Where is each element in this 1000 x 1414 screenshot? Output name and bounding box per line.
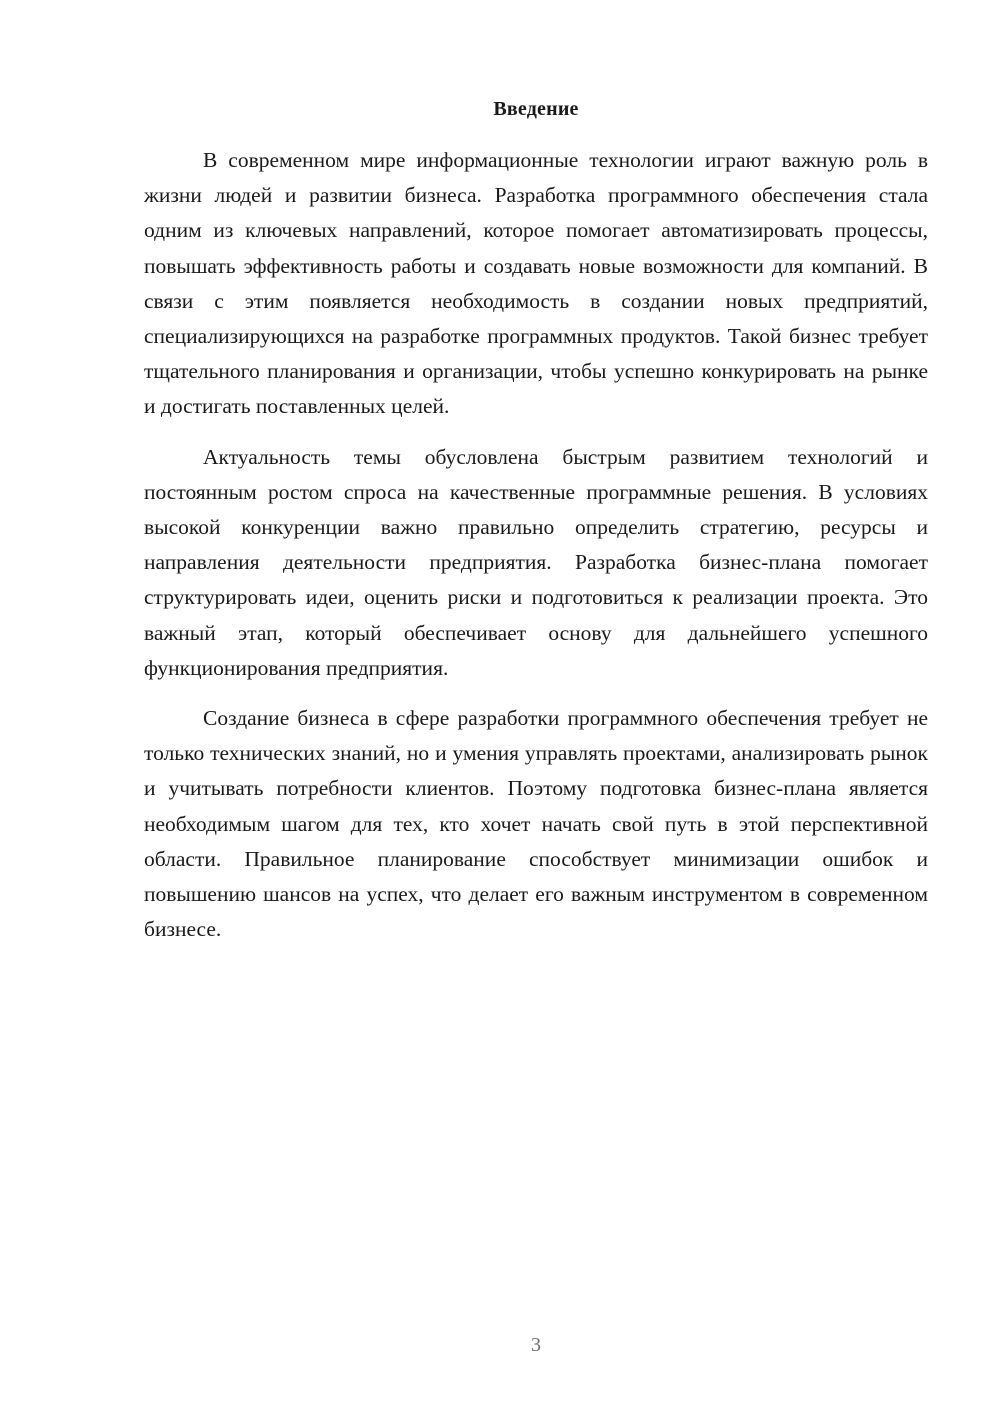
paragraph-1: В современном мире информационные технологии играют важную роль в жизни людей и развитии бизнеса. Разработка программного обеспечения стала одним из ключевых направлений, которое помогает автоматизировать процессы, повышать эффективность работы и создавать новые возможности для компаний. В связи с этим появляется необходимость в создании новых предприятий, специализирующихся на разработке программных продуктов. Такой бизнес требует тщательного планирования и организации, чтобы успешно конкурировать на рынке и достигать поставленных целей.	[144, 148, 928, 419]
paragraph-3: Создание бизнеса в сфере разработки программного обеспечения требует не только технических знаний, но и умения управлять проектами, анализировать рынок и учитывать потребности клиентов. Поэтому подготовка бизнес-плана является необходимым шагом для тех, кто хочет начать свой путь в этой перспективной области. Правильное планирование способствует минимизации ошибок и повышению шансов на успех, что делает его важным инструментом в современном бизнесе.	[144, 706, 928, 942]
section-heading: Введение	[493, 98, 579, 120]
body-text	[144, 143, 928, 962]
page-number: 3	[531, 1334, 541, 1356]
paragraph-2: Актуальность темы обусловлена быстрым развитием технологий и постоянным ростом спроса на качественные программные решения. В условиях высокой конкуренции важно правильно определить стратегию, ресурсы и направления деятельности предприятия. Разработка бизнес-плана помогает структурировать идеи, оценить риски и подготовиться к реализации проекта. Это важный этап, который обеспечивает основу для дальнейшего успешного функционирования предприятия.	[144, 444, 928, 680]
